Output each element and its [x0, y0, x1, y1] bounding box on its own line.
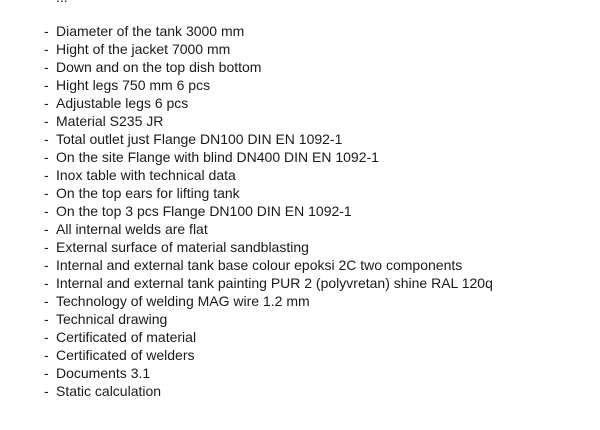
list-item: [44, 202, 493, 220]
list-item: [44, 130, 493, 148]
list-item: [44, 166, 493, 184]
list-item: [44, 94, 493, 112]
list-item: [44, 292, 493, 310]
list-item-text: Certificated of welders: [56, 347, 195, 363]
list-bullet: -: [44, 131, 49, 147]
list-bullet: -: [44, 203, 49, 219]
list-item: [44, 40, 493, 58]
list-bullet: -: [44, 23, 49, 39]
list-item: [44, 310, 493, 328]
list-bullet: -: [44, 77, 49, 93]
list-item-text: Certificated of material: [56, 329, 197, 345]
list-bullet: -: [44, 113, 49, 129]
list-item-text: Hight legs 750 mm 6 pcs: [56, 77, 211, 93]
list-bullet: -: [44, 257, 49, 273]
list-bullet: -: [44, 185, 49, 201]
list-bullet: -: [44, 311, 49, 327]
list-bullet: -: [44, 221, 49, 237]
list-bullet: -: [44, 239, 49, 255]
list-bullet: -: [44, 41, 49, 57]
list-item-text: Documents 3.1: [56, 365, 151, 381]
list-bullet: -: [44, 149, 49, 165]
list-item-text: Diameter of the tank 3000 mm: [56, 23, 245, 39]
list-item: [44, 148, 493, 166]
list-item: [44, 274, 493, 292]
list-bullet: -: [44, 347, 49, 363]
list-item-text: Internal and external tank painting PUR 2 (polyvretan) shine RAL 120q: [56, 275, 493, 291]
list-bullet: -: [44, 293, 49, 309]
list-item: [44, 238, 493, 256]
list-item-text: On the site Flange with blind DN400 DIN EN 1092-1: [56, 149, 379, 165]
list-item: [44, 382, 493, 400]
list-bullet: -: [44, 59, 49, 75]
list-item-text: Material S235 JR: [56, 113, 164, 129]
list-bullet: -: [44, 365, 49, 381]
list-item: [44, 346, 493, 364]
list-item-text: On the top 3 pcs Flange DN100 DIN EN 1092-1: [56, 203, 352, 219]
list-bullet: -: [44, 95, 49, 111]
list-item-text: Total outlet just Flange DN100 DIN EN 1092-1: [56, 131, 343, 147]
list-item: [44, 256, 493, 274]
list-bullet: -: [44, 329, 49, 345]
list-item-text: All internal welds are flat: [56, 221, 208, 237]
list-item-text: On the top ears for lifting tank: [56, 185, 240, 201]
list-item: [44, 184, 493, 202]
list-item-text: Hight of the jacket 7000 mm: [56, 41, 231, 57]
list-item-text: Inox table with technical data: [56, 167, 236, 183]
list-item: [44, 328, 493, 346]
cut-off-heading: [56, 0, 68, 6]
list-item-text: Technology of welding MAG wire 1.2 mm: [56, 293, 310, 309]
list-item-text: External surface of material sandblasting: [56, 239, 309, 255]
list-item-text: Internal and external tank base colour epoksi 2C two components: [56, 257, 463, 273]
list-item: [44, 220, 493, 238]
list-item-text: Adjustable legs 6 pcs: [56, 95, 189, 111]
list-bullet: -: [44, 167, 49, 183]
list-item: [44, 58, 493, 76]
list-bullet: -: [44, 275, 49, 291]
list-item-text: Technical drawing: [56, 311, 168, 327]
list-item-text: Down and on the top dish bottom: [56, 59, 262, 75]
list-item-text: Static calculation: [56, 383, 162, 399]
specification-list: [44, 22, 493, 400]
list-item: [44, 22, 493, 40]
list-item: [44, 364, 493, 382]
list-item: [44, 76, 493, 94]
list-bullet: -: [44, 383, 49, 399]
list-item: [44, 112, 493, 130]
